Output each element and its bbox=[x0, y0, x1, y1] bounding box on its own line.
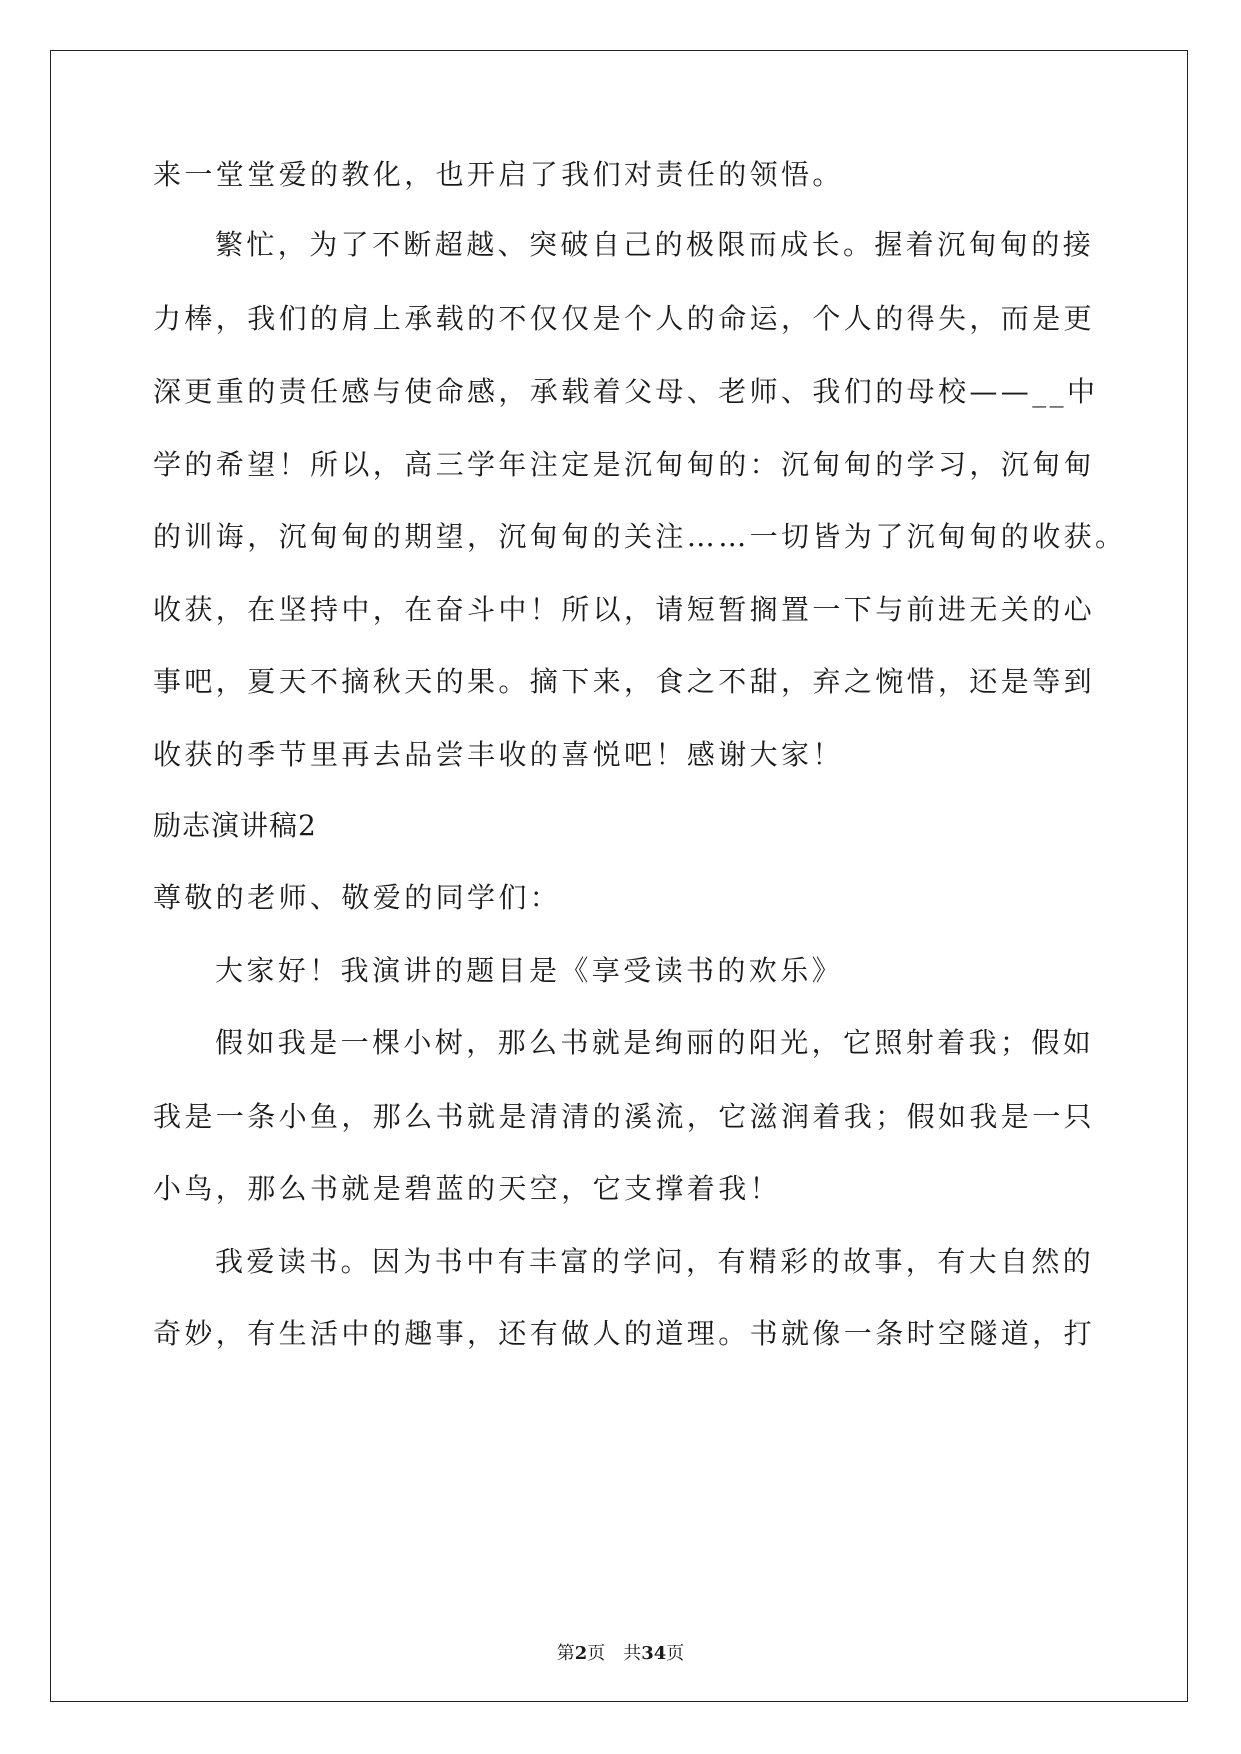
paragraph-line: 我是一条小鱼，那么书就是清清的溪流，它滋润着我；假如我是一只 bbox=[153, 1100, 1096, 1133]
total-pages: 34 bbox=[641, 1643, 667, 1664]
paragraph-line: 的训诲，沉甸甸的期望，沉甸甸的关注……一切皆为了沉甸甸的收获。 bbox=[153, 520, 1127, 553]
paragraph-line: 来一堂堂爱的教化，也开启了我们对责任的领悟。 bbox=[153, 158, 844, 191]
section-heading: 励志演讲稿2 bbox=[153, 809, 317, 842]
paragraph-line: 学的希望！所以，高三学年注定是沉甸甸的：沉甸甸的学习，沉甸甸 bbox=[153, 448, 1096, 481]
footer-total-suffix: 页 bbox=[666, 1643, 685, 1664]
paragraph-line: 奇妙，有生活中的趣事，还有做人的道理。书就像一条时空隧道，打 bbox=[153, 1317, 1096, 1350]
paragraph-line: 事吧，夏天不摘秋天的果。摘下来，食之不甜，弃之惋惜，还是等到 bbox=[153, 665, 1096, 698]
paragraph-line: 我爱读书。因为书中有丰富的学问，有精彩的故事，有大自然的 bbox=[215, 1245, 1095, 1278]
page-border bbox=[50, 50, 1188, 1702]
paragraph-line: 假如我是一棵小树，那么书就是绚丽的阳光，它照射着我；假如 bbox=[215, 1026, 1095, 1059]
page-footer bbox=[0, 1643, 1241, 1665]
paragraph-line: 繁忙，为了不断超越、突破自己的极限而成长。握着沉甸甸的接 bbox=[215, 228, 1095, 261]
paragraph-line: 力棒，我们的肩上承载的不仅仅是个人的命运，个人的得失，而是更 bbox=[153, 302, 1096, 335]
salutation: 尊敬的老师、敬爱的同学们： bbox=[153, 881, 562, 914]
footer-page-suffix: 页 bbox=[587, 1643, 606, 1664]
paragraph-line: 大家好！我演讲的题目是《享受读书的欢乐》 bbox=[215, 954, 844, 987]
paragraph-line: 深更重的责任感与使命感，承载着父母、老师、我们的母校——__中 bbox=[153, 375, 1099, 408]
page-number: 2 bbox=[574, 1643, 588, 1664]
paragraph-line: 收获的季节里再去品尝丰收的喜悦吧！感谢大家！ bbox=[153, 738, 844, 771]
paragraph-line: 收获，在坚持中，在奋斗中！所以，请短暂搁置一下与前进无关的心 bbox=[153, 593, 1096, 626]
footer-total-prefix: 共 bbox=[623, 1643, 642, 1664]
paragraph-line: 小鸟，那么书就是碧蓝的天空，它支撑着我！ bbox=[153, 1172, 782, 1205]
footer-prefix: 第 bbox=[556, 1643, 575, 1664]
